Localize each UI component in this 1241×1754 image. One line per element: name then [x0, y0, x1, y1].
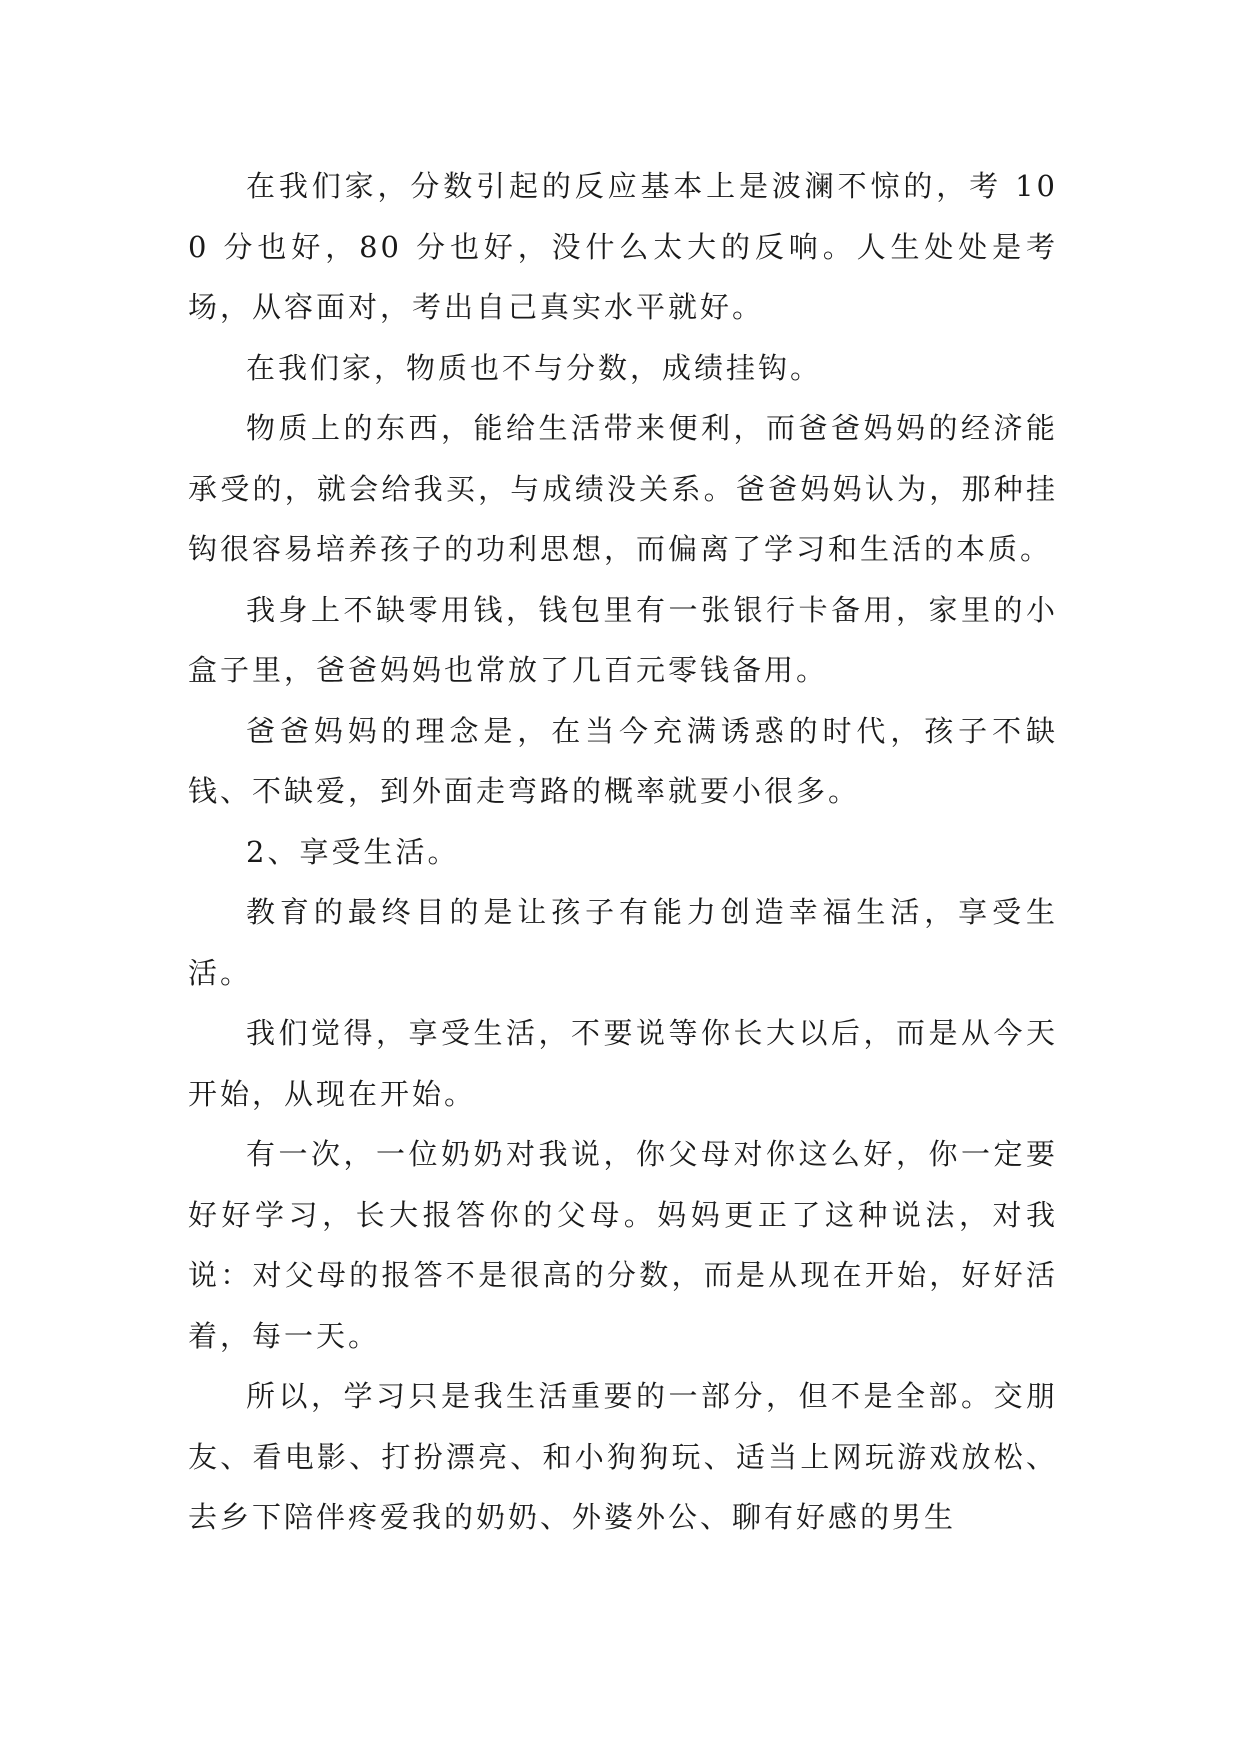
- paragraph: 在我们家，物质也不与分数，成绩挂钩。: [246, 350, 823, 385]
- paragraph: 物质上的东西，能给生活带来便利，而爸爸妈妈的经济能承受的，就会给我买，与成绩没关系。爸爸妈妈认为，那种挂钩很容易培养孩子的功利思想，而偏离了学习和生活的本质。: [188, 411, 1058, 566]
- paragraph: 爸爸妈妈的理念是，在当今充满诱惑的时代，孩子不缺钱、不缺爱，到外面走弯路的概率就要小很多。: [188, 713, 1058, 808]
- paragraph: 教育的最终目的是让孩子有能力创造幸福生活，享受生活。: [188, 895, 1058, 990]
- paragraph: 有一次，一位奶奶对我说，你父母对你这么好，你一定要好好学习，长大报答你的父母。妈妈更正了这种说法，对我说：对父母的报答不是很高的分数，而是从现在开始，好好活着，每一天。: [188, 1137, 1058, 1353]
- paragraph: 我们觉得，享受生活，不要说等你长大以后，而是从今天开始，从现在开始。: [188, 1016, 1058, 1111]
- section-heading: 2、享受生活。: [246, 834, 460, 869]
- document-body: [188, 156, 1058, 1548]
- paragraph: 我身上不缺零用钱，钱包里有一张银行卡备用，家里的小盒子里，爸爸妈妈也常放了几百元零钱备用。: [188, 592, 1058, 687]
- paragraph: 所以，学习只是我生活重要的一部分，但不是全部。交朋友、看电影、打扮漂亮、和小狗狗玩、适当上网玩游戏放松、去乡下陪伴疼爱我的奶奶、外婆外公、聊有好感的男生: [188, 1379, 1058, 1534]
- paragraph: 在我们家，分数引起的反应基本上是波澜不惊的，考 100 分也好，80 分也好，没什么太大的反响。人生处处是考场，从容面对，考出自己真实水平就好。: [188, 169, 1058, 324]
